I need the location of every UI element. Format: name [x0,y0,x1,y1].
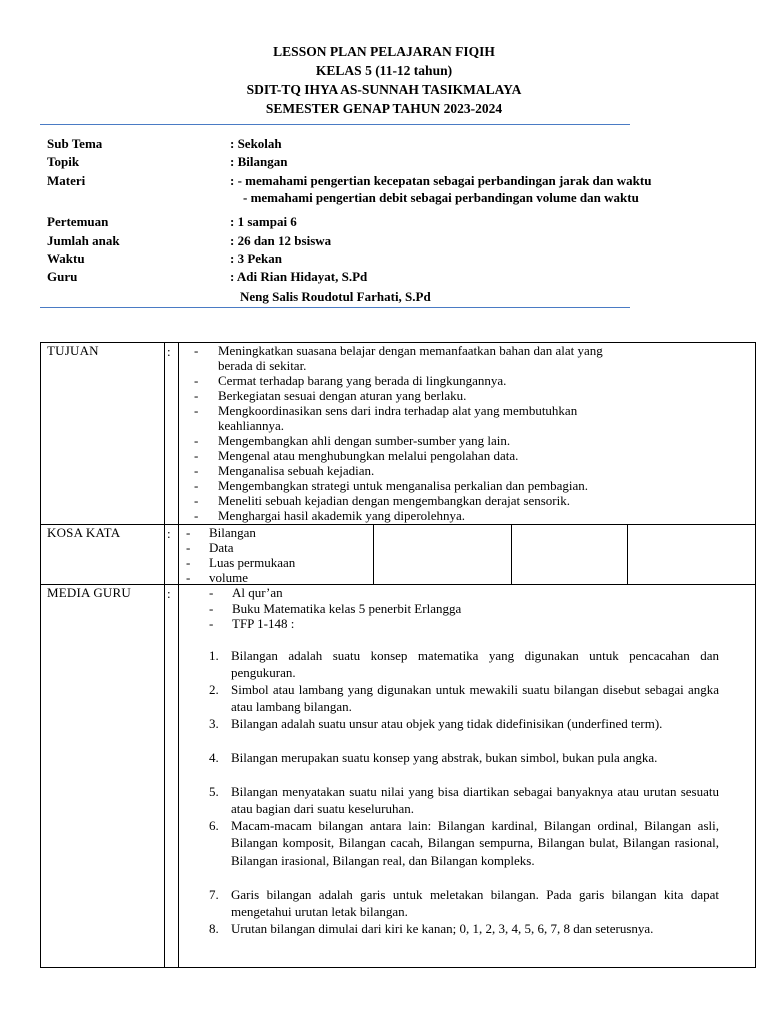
kosa-item: volume [209,570,248,585]
kosa-item: Bilangan [209,525,256,540]
tujuan-item: Mengkoordinasikan sens dari indra terhadap alat yang membutuhkan [218,403,578,418]
item-number: 4. [209,750,219,765]
tujuan-dash: - [194,508,199,523]
bottom-rule [40,307,630,308]
tujuan-item: Mengenal atau menghubungkan melalui pengolahan data. [218,448,519,463]
kosa-divider [627,524,628,584]
item-text: Garis bilangan adalah garis untuk meletakan bilangan. Pada garis bilangan kita dapat mengetahui urutan letak bilangan. [231,887,719,920]
kosa-dash: - [186,555,191,570]
tujuan-item: Meningkatkan suasana belajar dengan memanfaatkan bahan dan alat yang [218,343,603,358]
kosa-divider [511,524,512,584]
tujuan-item: keahliannya. [218,418,285,433]
tujuan-dash: - [194,373,199,388]
tujuan-dash: - [194,343,199,358]
tujuan-item: Mengembangkan ahli dengan sumber-sumber yang lain. [218,433,511,448]
media-dash: - [209,600,214,616]
tujuan-dash: - [194,403,199,418]
kosa-dash: - [186,540,191,555]
kosa-item: Data [209,540,234,555]
numbered-item [209,715,719,749]
colon: : [167,344,171,359]
title-line-3: SDIT-TQ IHYA AS-SUNNAH TASIKMALAYA [246,82,522,97]
tujuan-item: berada di sekitar. [218,358,307,373]
tujuan-dash: - [194,493,199,508]
table-divider [164,343,165,967]
kosa-item: Luas permukaan [209,555,296,570]
kosa-kata-label: KOSA KATA [47,525,121,540]
lesson-table [40,342,756,968]
item-text: Bilangan merupakan suatu konsep yang abstrak, bukan simbol, bukan pula angka. [231,750,658,765]
tujuan-item: Cermat terhadap barang yang berada di lingkungannya. [218,373,507,388]
title-line-4: SEMESTER GENAP TAHUN 2023-2024 [265,101,503,116]
tujuan-dash: - [194,448,199,463]
colon: : [167,586,171,601]
tujuan-dash: - [194,463,199,478]
tujuan-item: Menghargai hasil akademik yang diperolehnya. [218,508,466,523]
kosa-dash: - [186,525,191,540]
kosa-divider [373,524,374,584]
item-number: 3. [209,716,219,731]
tujuan-dash: - [194,478,199,493]
item-number: 7. [209,887,219,902]
tujuan-dash: - [194,388,199,403]
media-guru-label: MEDIA GURU [47,585,131,600]
tujuan-item: Menganalisa sebuah kejadian. [218,463,375,478]
tujuan-dash: - [194,433,199,448]
tujuan-item: Meneliti sebuah kejadian dengan mengembangkan derajat sensorik. [218,493,570,508]
table-divider [178,343,179,967]
kosa-dash: - [186,570,191,585]
numbered-item [209,920,719,954]
item-text: Urutan bilangan dimulai dari kiri ke kanan; 0, 1, 2, 3, 4, 5, 6, 7, 8 dan seterusnya. [231,921,654,936]
title-line-1: LESSON PLAN PELAJARAN FIQIH [273,44,495,59]
colon: : [167,526,171,541]
top-rule [40,124,630,125]
item-number: 2. [209,682,219,697]
item-number: 1. [209,648,219,663]
document-header [0,42,768,118]
media-item: Al qur’an [232,585,283,600]
item-number: 5. [209,784,219,799]
numbered-item [209,817,719,886]
numbered-item [209,886,719,920]
item-text: Macam-macam bilangan antara lain: Bilangan kardinal, Bilangan ordinal, Bilangan asli, Bilangan komposit, Bilangan cacah, Bilangan sempurna, Bilangan bulat, Bilangan rasional, Bilangan irasional, Bilangan real, dan Bilangan kompleks. [231,818,719,868]
media-item: Buku Matematika kelas 5 penerbit Erlangga [232,600,462,616]
tujuan-label: TUJUAN [47,343,99,358]
item-text: Bilangan menyatakan suatu nilai yang bisa diartikan sebagai banyaknya atau urutan sesuatu atau bagian dari suatu keseluruhan. [231,784,719,817]
row-divider [41,584,755,585]
media-item: TFP 1-148 : [232,616,295,631]
media-dash: - [209,585,214,600]
item-number: 6. [209,818,219,833]
row-divider [41,524,755,525]
item-text: Bilangan adalah suatu konsep matematika yang digunakan untuk pencacahan dan pengukuran. [231,648,719,681]
item-text: Bilangan adalah suatu unsur atau objek yang tidak didefinisikan (underfined term). [231,716,663,731]
numbered-item [209,647,719,681]
numbered-item [209,749,719,783]
title-line-2: KELAS 5 (11-12 tahun) [315,63,453,78]
item-text: Simbol atau lambang yang digunakan untuk mewakili suatu bilangan disebut sebagai angka atau lambang bilangan. [231,682,719,715]
media-dash: - [209,616,214,631]
numbered-item [209,783,719,817]
tujuan-item: Berkegiatan sesuai dengan aturan yang berlaku. [218,388,467,403]
numbered-item [209,681,719,715]
tujuan-item: Mengembangkan strategi untuk menganalisa perkalian dan pembagian. [218,478,589,493]
item-number: 8. [209,921,219,936]
